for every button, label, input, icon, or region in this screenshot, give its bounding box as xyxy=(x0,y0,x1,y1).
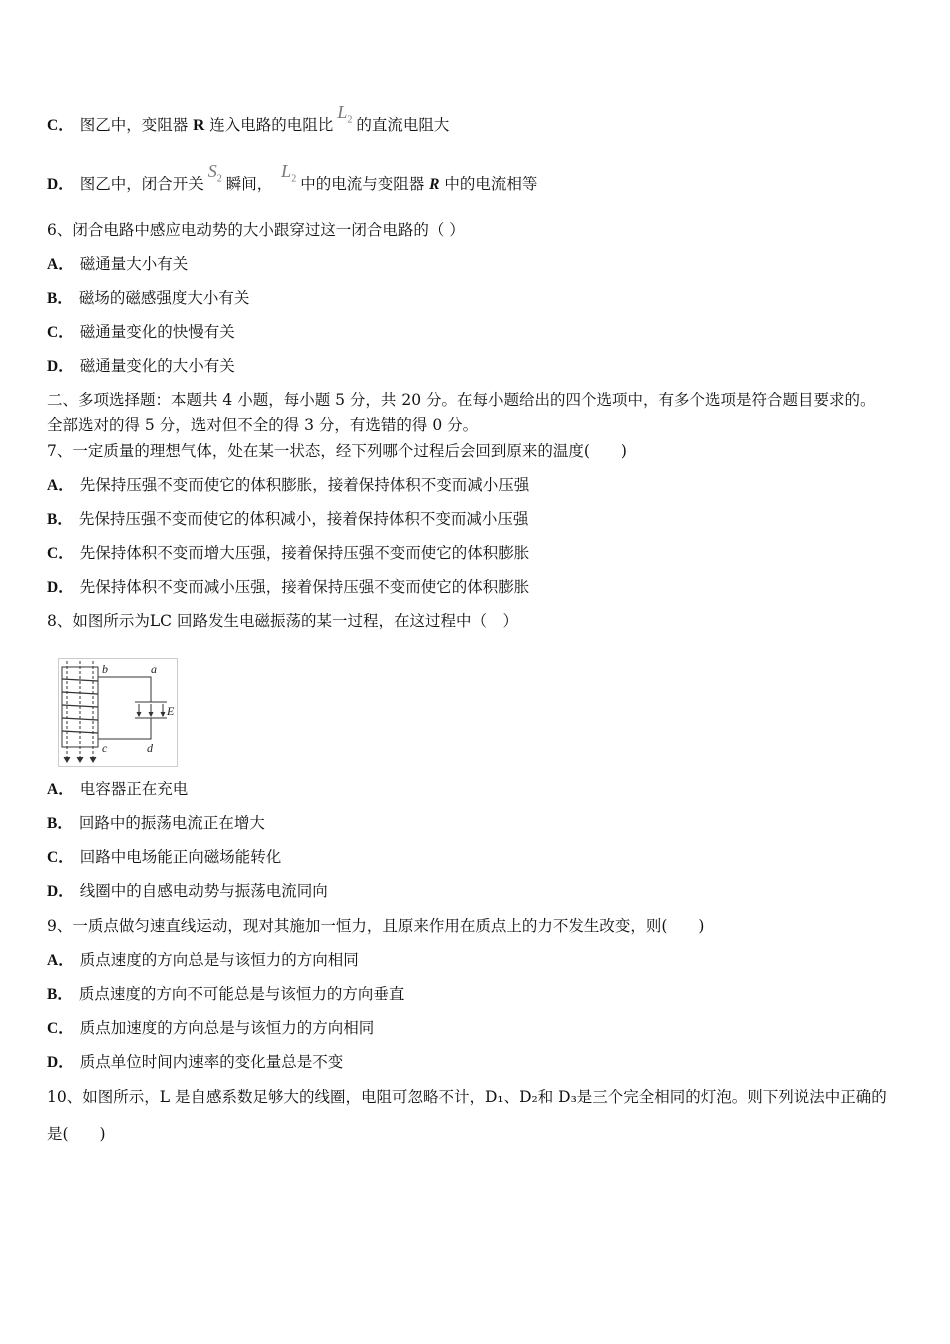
label-b: b xyxy=(102,662,108,676)
q9-option-c: C． 质点加速度的方向总是与该恒力的方向相同 xyxy=(47,1019,375,1037)
label-c: c xyxy=(102,741,108,755)
q9-option-d: D． 质点单位时间内速率的变化量总是不变 xyxy=(47,1053,344,1071)
q9-option-a: A． 质点速度的方向总是与该恒力的方向相同 xyxy=(47,951,359,969)
math-s2: $S_2$ xyxy=(207,161,222,185)
lc-circuit-figure xyxy=(58,658,178,767)
section2-scoring: 全部选对的得 5 分，选对但不全的得 3 分，有选错的得 0 分。 xyxy=(47,416,479,434)
section2-heading: 二、多项选择题：本题共 4 小题，每小题 5 分，共 20 分。在每小题给出的四个选项中，有多个选项是符合题目要求的。 xyxy=(47,391,876,409)
q7-option-a: A． 先保持压强不变而使它的体积膨胀，接着保持体积不变而减小压强 xyxy=(47,476,530,494)
q5-option-c: C． 图乙中，变阻器 R 连入电路的电阻比$L_2$ 的直流电阻大 xyxy=(47,102,450,134)
math-l2: $L_2$ xyxy=(281,161,297,185)
q7-stem: 7、一定质量的理想气体，处在某一状态，经下列哪个过程后会回到原来的温度( ) xyxy=(47,442,627,460)
q6-option-a: A． 磁通量大小有关 xyxy=(47,255,189,273)
q8-stem: 8、如图所示为LC 回路发生电磁振荡的某一过程，在这过程中（ ） xyxy=(47,612,518,630)
q8-option-c: C． 回路中电场能正向磁场能转化 xyxy=(47,848,282,866)
q5-option-d: D． 图乙中，闭合开关$S_2$ 瞬间， $L_2$ 中的电流与变阻器 R 中的电流相等 xyxy=(47,161,538,193)
q10-stem-cont: 是( ) xyxy=(47,1125,106,1143)
q8-option-d: D． 线圈中的自感电动势与振荡电流同向 xyxy=(47,882,328,900)
q7-option-d: D． 先保持体积不变而减小压强，接着保持压强不变而使它的体积膨胀 xyxy=(47,578,530,596)
q9-stem: 9、一质点做匀速直线运动，现对其施加一恒力，且原来作用在质点上的力不发生改变，则( ) xyxy=(47,917,705,935)
q8-option-a: A． 电容器正在充电 xyxy=(47,780,189,798)
q10-stem: 10、如图所示，L 是自感系数足够大的线圈，电阻可忽略不计，D₁、D₂和 D₃是三个完全相同的灯泡。则下列说法中正确的 xyxy=(47,1088,887,1106)
q7-option-c: C． 先保持体积不变而增大压强，接着保持压强不变而使它的体积膨胀 xyxy=(47,544,530,562)
label-e: E xyxy=(167,704,175,718)
q7-option-b: B． 先保持压强不变而使它的体积减小，接着保持体积不变而减小压强 xyxy=(47,510,529,528)
label-a: a xyxy=(151,662,157,676)
q6-stem: 6、闭合电路中感应电动势的大小跟穿过这一闭合电路的（ ） xyxy=(47,221,465,239)
q6-option-c: C． 磁通量变化的快慢有关 xyxy=(47,323,235,341)
q6-option-b: B． 磁场的磁感强度大小有关 xyxy=(47,289,250,307)
q6-option-d: D． 磁通量变化的大小有关 xyxy=(47,357,235,375)
label-d: d xyxy=(147,741,153,755)
q9-option-b: B． 质点速度的方向不可能总是与该恒力的方向垂直 xyxy=(47,985,405,1003)
math-l2: $L_2$ xyxy=(337,102,353,126)
q8-option-b: B． 回路中的振荡电流正在增大 xyxy=(47,814,265,832)
